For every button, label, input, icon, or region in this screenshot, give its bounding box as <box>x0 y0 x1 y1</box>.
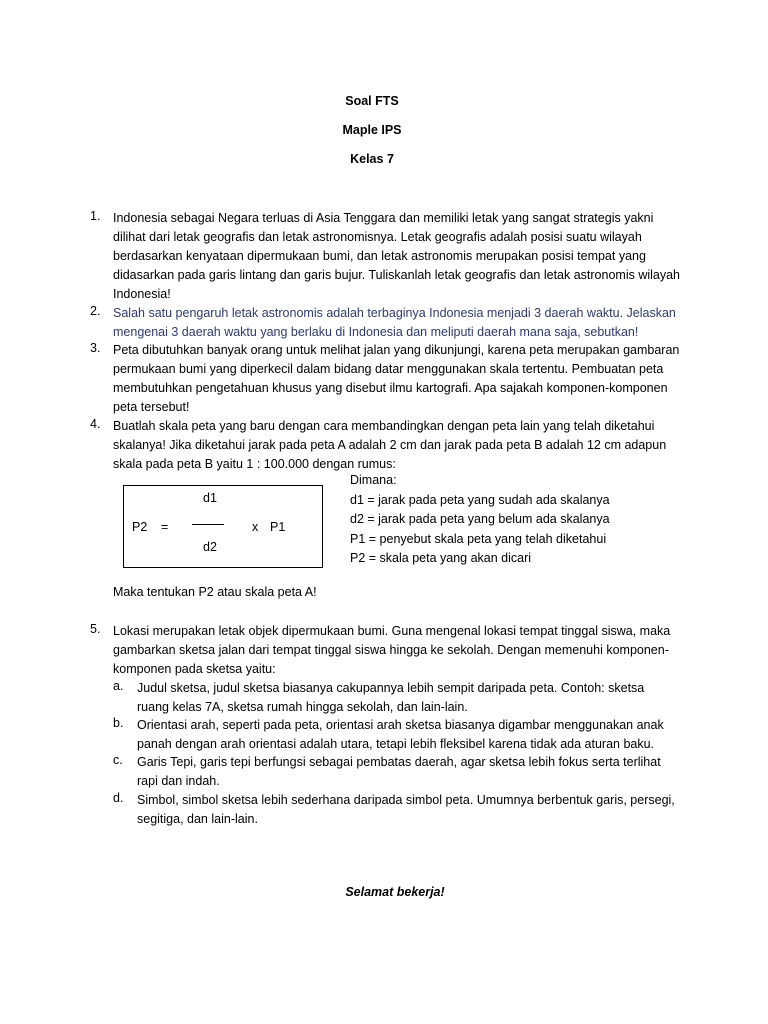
question-text: Salah satu pengaruh letak astronomis adalah terbaginya Indonesia menjadi 3 daerah waktu. Jelaskan mengenai 3 daerah waktu yang berlaku di Indonesia dan meliputi daerah mana saja, sebutkan! <box>113 306 676 339</box>
subject-title: Maple IPS <box>342 123 402 137</box>
question-number: 3. <box>90 341 101 355</box>
scale-formula-box <box>123 485 323 568</box>
question-4-followup: Maka tentukan P2 atau skala peta A! <box>113 585 317 599</box>
formula-p1: P1 <box>270 520 286 534</box>
question-number: 1. <box>90 209 101 223</box>
question-text: Buatlah skala peta yang baru dengan cara membandingkan dengan peta lain yang telah diketahui skalanya! Jika diketahui jarak pada peta A adalah 2 cm dan jarak pada peta B adalah 12 cm adapun skala pada peta B yaitu 1 : 100.000 dengan rumus: <box>113 419 667 471</box>
legend-line: d2 = jarak pada peta yang belum ada skalanya <box>350 512 610 526</box>
formula-p2: P2 <box>132 520 148 534</box>
component-text: Judul sketsa, judul sketsa biasanya cakupannya lebih sempit daripada peta. Contoh: sketsa ruang kelas 7A, sketsa rumah hingga sekolah, dan lain-lain. <box>137 681 645 714</box>
component-label: b. <box>113 716 124 730</box>
fraction-line <box>192 524 224 525</box>
closing-message: Selamat bekerja! <box>345 885 445 899</box>
formula-equals: = <box>161 520 169 534</box>
legend-title: Dimana: <box>350 473 397 487</box>
question-number: 4. <box>90 417 101 431</box>
question-text: Lokasi merupakan letak objek dipermukaan bumi. Guna mengenal lokasi tempat tinggal siswa, maka gambarkan sketsa jalan dari tempat tinggal siswa hingga ke sekolah. Dengan memenuhi komponen-komponen pada sketsa yaitu: <box>113 624 671 676</box>
legend-line: P2 = skala peta yang akan dicari <box>350 551 532 565</box>
component-label: a. <box>113 679 124 693</box>
component-label: c. <box>113 753 123 767</box>
legend-line: P1 = penyebut skala peta yang telah diketahui <box>350 531 607 546</box>
component-text: Simbol, simbol sketsa lebih sederhana daripada simbol peta. Umumnya berbentuk garis, persegi, segitiga, dan lain-lain. <box>137 793 675 826</box>
formula-denominator: d2 <box>203 540 217 554</box>
component-text: Orientasi arah, seperti pada peta, orientasi arah sketsa biasanya digambar menggunakan anak panah dengan arah orientasi adalah utara, tetapi lebih fleksibel karena tidak ada aturan baku. <box>137 718 664 751</box>
question-number: 5. <box>90 622 101 636</box>
formula-legend <box>350 471 650 569</box>
component-text: Garis Tepi, garis tepi berfungsi sebagai pembatas daerah, agar sketsa lebih fokus serta terlihat rapi dan indah. <box>137 755 661 788</box>
formula-numerator: d1 <box>203 491 217 505</box>
formula-times: x <box>252 520 259 534</box>
question-text: Indonesia sebagai Negara terluas di Asia Tenggara dan memiliki letak yang sangat strategis yakni dilihat dari letak geografis dan letak astronomisnya. Letak geografis adalah posisi suatu wilayah berdasarkan kenyataan dipermukaan bumi, dan letak astronomis merupakan posisi tempat yang didasarkan pada garis lintang dan garis bujur. Tuliskanlah letak geografis dan letak astronomis wilayah Indonesia! <box>113 211 681 301</box>
component-label: d. <box>113 791 124 805</box>
question-number: 2. <box>90 304 101 318</box>
grade-title: Kelas 7 <box>350 152 394 166</box>
legend-line: d1 = jarak pada peta yang sudah ada skalanya <box>350 492 610 507</box>
document-title: Soal FTS <box>345 94 399 108</box>
question-text: Peta dibutuhkan banyak orang untuk melihat jalan yang dikunjungi, karena peta merupakan gambaran permukaan bumi yang diperkecil dalam bidang datar menggunakan skala tertentu. Pembuatan peta membutuhkan pengetahuan khusus yang disebut ilmu kartografi. Apa sajakah komponen-komponen peta tersebut! <box>113 343 680 414</box>
